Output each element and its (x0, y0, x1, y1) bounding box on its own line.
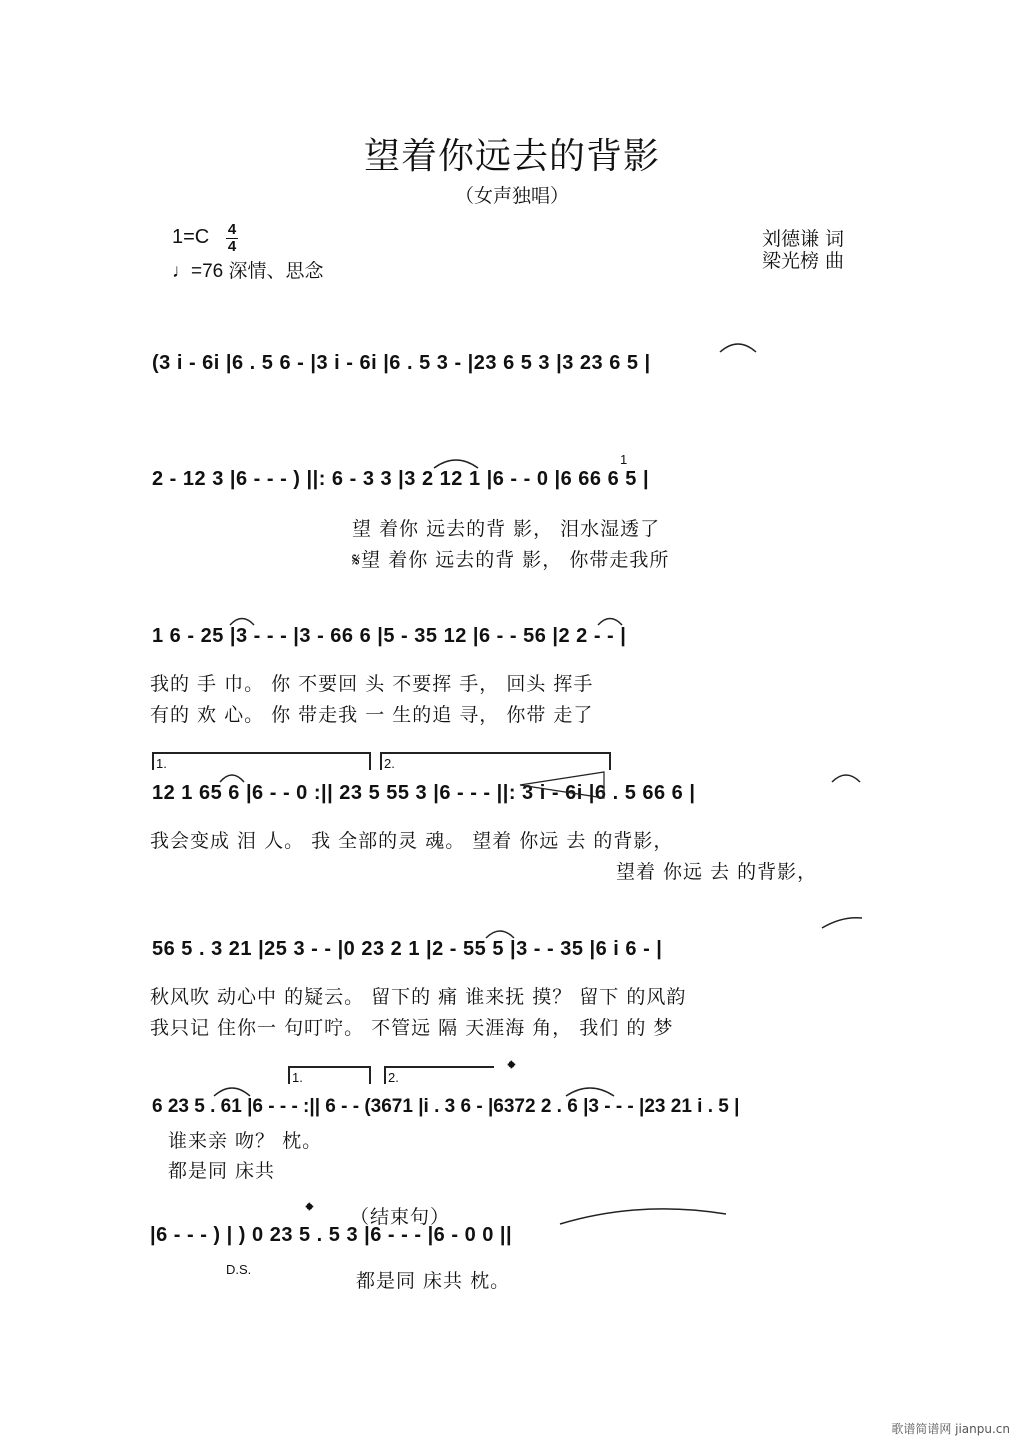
lyric-line-2-verse-1: 望 着你 远去的背 影， 泪水湿透了 (352, 518, 661, 540)
lyric-line-3-verse-1: 我的 手 巾。 你 不要回 头 不要挥 手， 回头 挥手 (150, 673, 594, 695)
time-bottom: 4 (227, 238, 237, 255)
volta-1-line-4: 1. (156, 756, 167, 771)
score-line-7: |6 - - - ) | ) 0 23 5 . 5 3 |6 - - - |6 - 0 0 || (150, 1224, 513, 1246)
tempo-marking: ♩=76 深情、思念 (172, 261, 324, 282)
volta-2-line-4: 2. (384, 756, 395, 771)
composer-credit: 梁光榜 曲 (762, 250, 845, 272)
score-line-1: (3 i - 6i |6 . 5 6 - |3 i - 6i |6 . 5 3 - |23 6 5 3 |3 23 6 5 | (152, 352, 651, 374)
coda-sign-line-7: 𝄌 (306, 1200, 314, 1222)
ending-label: （结束句） (350, 1206, 451, 1228)
score-line-5: 56 5 . 3 21 |25 3 - - |0 23 2 1 |2 - 55 5 |3 - - 35 |6 i 6 - | (152, 938, 663, 960)
volta-1-line-6: 1. (292, 1070, 303, 1085)
time-top: 4 (227, 221, 237, 238)
volta-marker-line-2: 1 (620, 452, 628, 467)
song-title: 望着你远去的背影 (363, 136, 660, 177)
key-signature: 1=C (172, 226, 210, 248)
lyric-line-6-verse-2: 都是同 床共 (168, 1160, 276, 1182)
watermark-footer: 歌谱简谱网 jianpu.cn (891, 1422, 1010, 1436)
lyric-line-5-verse-1: 秋风吹 动心中 的疑云。 留下的 痛 谁来抚 摸？ 留下 的风韵 (150, 986, 687, 1008)
lyric-line-4-verse-1: 我会变成 泪 人。 我 全部的灵 魂。 望着 你远 去 的背影， (150, 830, 674, 852)
lyricist-credit: 刘德谦 词 (762, 228, 845, 250)
lyric-line-2-verse-2: 𝄋望 着你 远去的背 影， 你带走我所 (352, 549, 670, 571)
lyric-line-5-verse-2: 我只记 住你一 句叮咛。 不管远 隔 天涯海 角， 我们 的 梦 (150, 1017, 674, 1039)
volta-2-line-6: 2. (388, 1070, 399, 1085)
coda-sign-line-6: 𝄌 (508, 1058, 516, 1080)
lyric-line-7: 都是同 床共 枕。 (356, 1270, 511, 1292)
score-line-2: 2 - 12 3 |6 - - - ) ||: 6 - 3 3 |3 2 12 1 |6 - - 0 |6 66 6 5 | (152, 468, 650, 490)
lyric-line-3-verse-2: 有的 欢 心。 你 带走我 一 生的追 寻， 你带 走了 (150, 704, 594, 726)
song-subtitle: （女声独唱） (454, 185, 569, 207)
score-line-4: 12 1 65 6 |6 - - 0 :|| 23 5 55 3 |6 - - - ||: 3 i - 6i |6 . 5 66 6 | (152, 782, 696, 804)
lyric-line-6-verse-1: 谁来亲 吻？ 枕。 (168, 1130, 323, 1152)
score-line-3: 1 6 - 25 |3 - - - |3 - 66 6 |5 - 35 12 |6 - - 56 |2 2 - - | (152, 625, 627, 647)
ds-marking: D.S. (226, 1262, 252, 1277)
lyric-line-4-verse-2: 望着 你远 去 的背影， (616, 861, 818, 883)
score-line-6: 6 23 5 . 61 |6 - - - :|| 6 - - (3671 |i . 3 6 - |6372 2 . 6 |3 - - - |23 21 i . 5 | (152, 1096, 740, 1117)
